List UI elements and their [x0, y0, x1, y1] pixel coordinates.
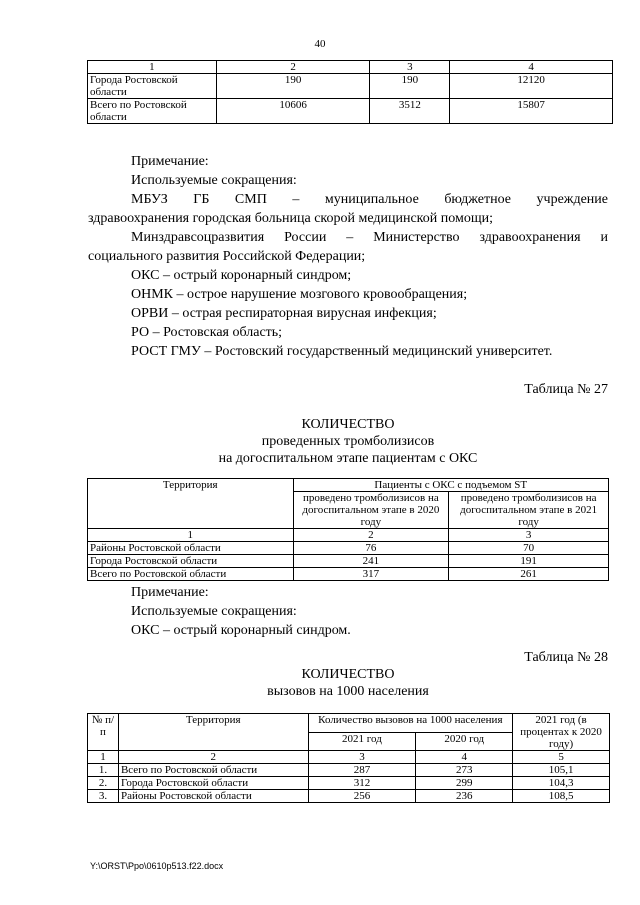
col-number: 4	[416, 751, 513, 764]
header-2021: 2021 год	[308, 732, 416, 751]
table-row	[88, 74, 613, 99]
table28	[87, 713, 610, 803]
table28-label: Таблица № 28	[524, 650, 608, 665]
row-label: Всего по Ростовской области	[88, 99, 217, 124]
cell: 236	[416, 790, 513, 803]
col-number: 5	[513, 751, 610, 764]
cell: 317	[293, 568, 449, 581]
header-2020: 2020 год	[416, 732, 513, 751]
note-title: Примечание:	[131, 154, 209, 169]
table-header-row	[88, 61, 613, 74]
note-minzdrav-cont: социального развития Российской Федерации;	[88, 249, 366, 264]
table-row	[88, 790, 610, 803]
note-subtitle: Используемые сокращения:	[131, 173, 297, 188]
note-onmk: ОНМК – острое нарушение мозгового кровообращения;	[131, 287, 468, 302]
col-number: 1	[88, 61, 217, 74]
table-row	[88, 542, 609, 555]
row-num: 3.	[88, 790, 119, 803]
col-number: 2	[293, 529, 449, 542]
row-label: Города Ростовской области	[88, 555, 294, 568]
cell: 12120	[450, 74, 613, 99]
cell: 256	[308, 790, 416, 803]
footer-file-path: Y:\ORST\Ppo\0610p513.f22.docx	[90, 861, 224, 871]
note-orvi: ОРВИ – острая респираторная вирусная инфекция;	[131, 306, 437, 321]
table-row	[88, 764, 610, 777]
cell: 76	[293, 542, 449, 555]
header-2021: проведено тромболизисов на догоспитальном этапе в 2021 году	[449, 492, 609, 529]
note-ro: РО – Ростовская область;	[131, 325, 283, 340]
table-row	[88, 555, 609, 568]
note-rostgmu: РОСТ ГМУ – Ростовский государственный медицинский университет.	[131, 344, 553, 359]
table28-subtitle: вызовов на 1000 населения	[267, 684, 429, 699]
col-number: 3	[449, 529, 609, 542]
note-minzdrav: Минздравсоцразвития России – Министерство здравоохранения и	[131, 230, 608, 245]
table-header-row	[88, 714, 610, 733]
row-label: Города Ростовской области	[118, 777, 308, 790]
col-number: 2	[118, 751, 308, 764]
row-label: Города Ростовской области	[88, 74, 217, 99]
header-num: № п/п	[88, 714, 119, 751]
table-top	[87, 60, 613, 124]
table28-title: КОЛИЧЕСТВО	[301, 667, 395, 682]
cell: 191	[449, 555, 609, 568]
header-territory: Территория	[88, 479, 294, 529]
cell: 190	[370, 74, 450, 99]
table27-title: КОЛИЧЕСТВО	[301, 417, 395, 432]
header-group: Пациенты с ОКС с подъемом ST	[293, 479, 609, 492]
header-territory: Территория	[118, 714, 308, 751]
cell: 3512	[370, 99, 450, 124]
col-number: 1	[88, 529, 294, 542]
cell: 108,5	[513, 790, 610, 803]
row-label: Всего по Ростовской области	[118, 764, 308, 777]
header-pct: 2021 год (в процентах к 2020 году)	[513, 714, 610, 751]
row-label: Районы Ростовской области	[118, 790, 308, 803]
header-group: Количество вызовов на 1000 населения	[308, 714, 513, 733]
table27-subtitle: проведенных тромболизисов	[261, 434, 435, 449]
col-number: 4	[450, 61, 613, 74]
cell: 105,1	[513, 764, 610, 777]
table-row	[88, 99, 613, 124]
cell: 299	[416, 777, 513, 790]
cell: 70	[449, 542, 609, 555]
table-header-row	[88, 479, 609, 492]
note-mbuz-cont: здравоохранения городская больница скорой медицинской помощи;	[88, 211, 494, 226]
page-number: 40	[314, 38, 326, 50]
col-number: 3	[308, 751, 416, 764]
note-subtitle: Используемые сокращения:	[131, 604, 297, 619]
cell: 190	[216, 74, 370, 99]
note-oks: ОКС – острый коронарный синдром.	[131, 623, 351, 638]
table27-label: Таблица № 27	[524, 382, 608, 397]
cell: 261	[449, 568, 609, 581]
cell: 10606	[216, 99, 370, 124]
cell: 273	[416, 764, 513, 777]
table27	[87, 478, 609, 581]
note-title: Примечание:	[131, 585, 209, 600]
cell: 312	[308, 777, 416, 790]
col-number: 1	[88, 751, 119, 764]
col-number: 3	[370, 61, 450, 74]
table-row	[88, 777, 610, 790]
header-2020: проведено тромболизисов на догоспитальном этапе в 2020 году	[293, 492, 449, 529]
table-number-row	[88, 529, 609, 542]
table-row	[88, 568, 609, 581]
row-label: Районы Ростовской области	[88, 542, 294, 555]
cell: 15807	[450, 99, 613, 124]
row-label: Всего по Ростовской области	[88, 568, 294, 581]
note-oks: ОКС – острый коронарный синдром;	[131, 268, 352, 283]
note-mbuz: МБУЗ ГБ СМП – муниципальное бюджетное учреждение	[131, 192, 608, 207]
col-number: 2	[216, 61, 370, 74]
cell: 287	[308, 764, 416, 777]
cell: 241	[293, 555, 449, 568]
cell: 104,3	[513, 777, 610, 790]
table-number-row	[88, 751, 610, 764]
table27-subtitle: на догоспитальном этапе пациентам с ОКС	[218, 451, 478, 466]
row-num: 2.	[88, 777, 119, 790]
row-num: 1.	[88, 764, 119, 777]
